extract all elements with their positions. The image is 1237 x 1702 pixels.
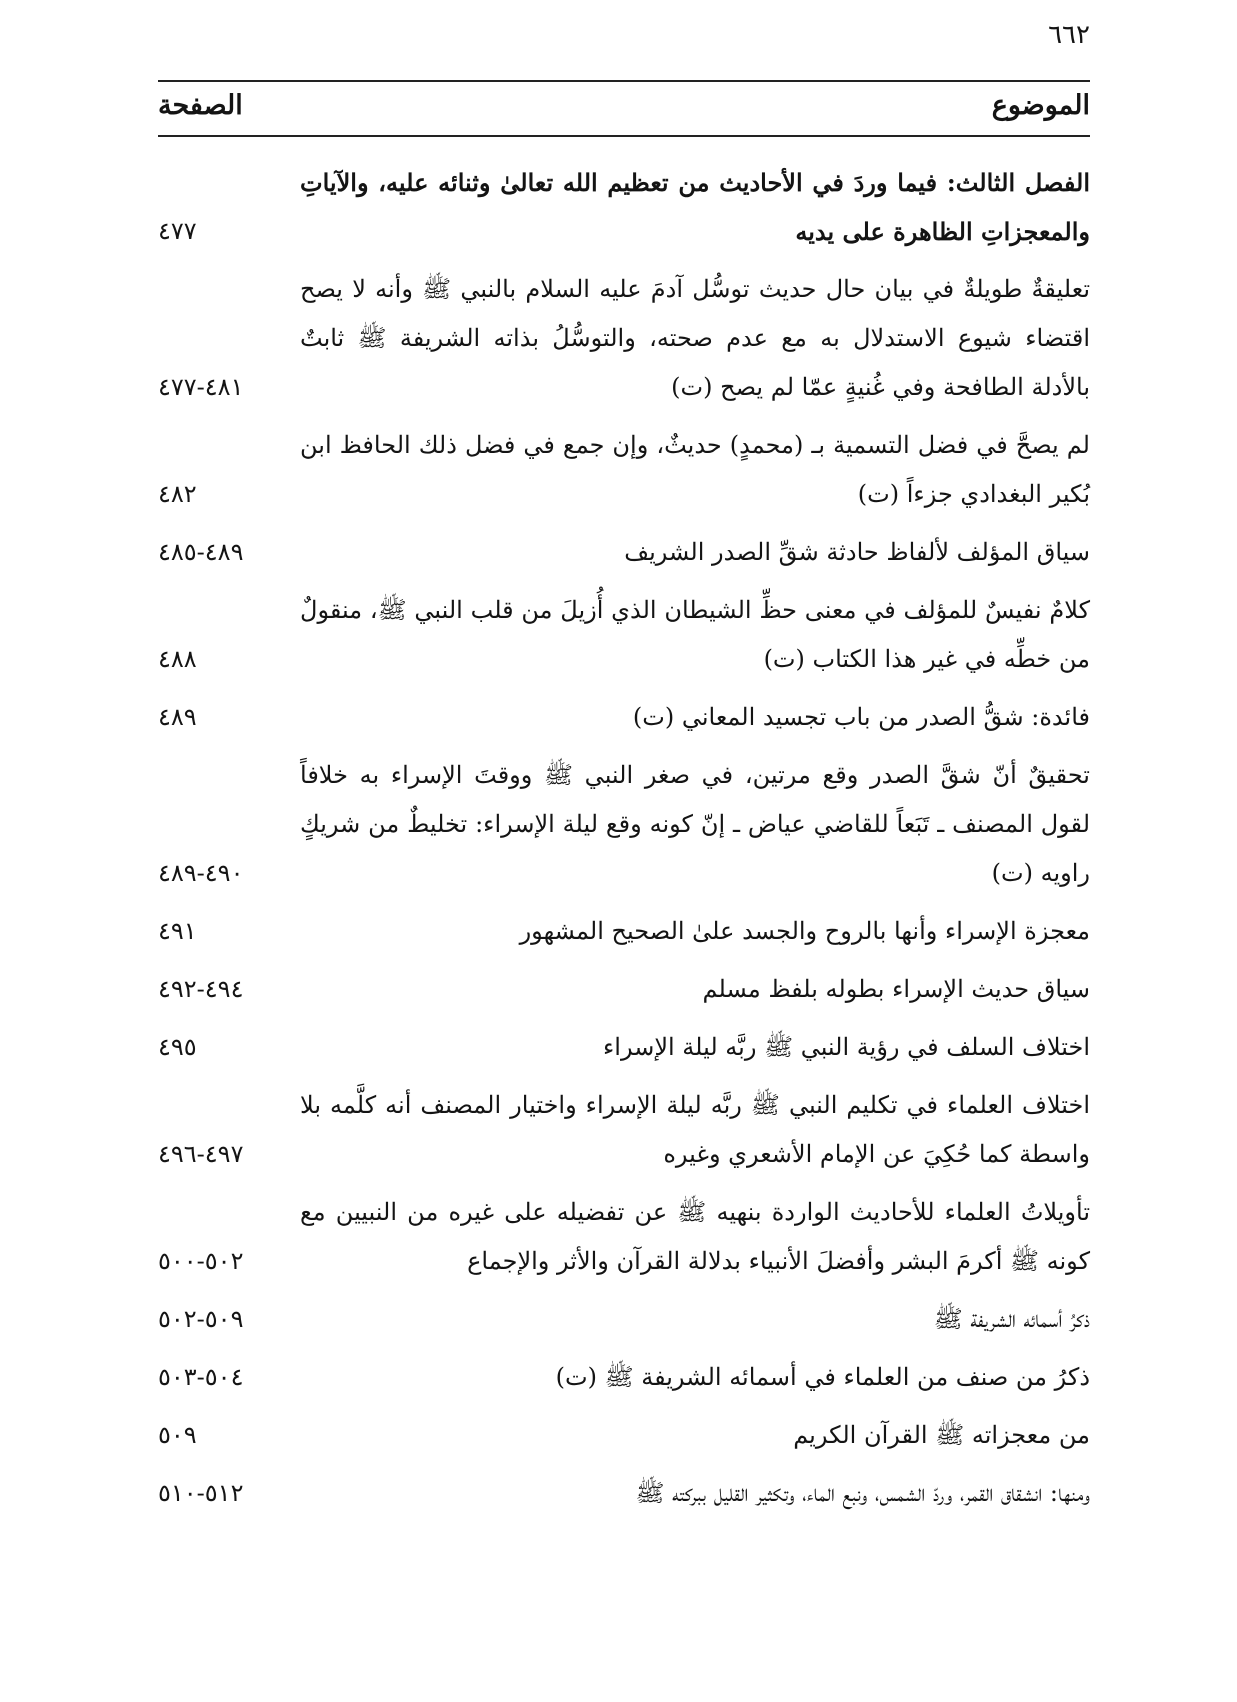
header-top-rule [158, 80, 1090, 82]
toc-entry [158, 528, 1090, 577]
entry-pages: ٤٩٧-٤٩٦ [158, 1140, 244, 1168]
entry-topic: سياق المؤلف لألفاظ حادثة شقِّ الصدر الشريف [624, 538, 1090, 566]
entry-topic: فائدة: شقُّ الصدر من باب تجسيد المعاني (ت) [632, 703, 1090, 731]
entry-pages: ٤٨٩-٤٨٥ [158, 538, 244, 566]
toc-entries [158, 158, 1090, 1527]
entry-pages: ٤٧٧ [158, 217, 197, 245]
toc-entry [158, 751, 1090, 898]
entry-topic: اختلاف العلماء في تكليم النبي ﷺ ربَّه ليلة الإسراء واختيار المصنف أنه كلَّمه بلا واسطة كما حُكِيَ عن الإمام الأشعري وغيره [300, 1091, 1090, 1168]
toc-entry [158, 1469, 1090, 1518]
entry-pages: ٥٠٩ [158, 1421, 197, 1449]
entry-topic: تحقيقٌ أنّ شقَّ الصدر وقع مرتين، في صغر النبي ﷺ ووقتَ الإسراء به خلافاً لقول المصنف ـ تَبَعاً للقاضي عياض ـ إنّ كونه وقع ليلة الإسراء: تخليطٌ من شريكٍ راويه (ت) [300, 761, 1090, 887]
toc-entry [158, 965, 1090, 1014]
toc-entry [158, 586, 1090, 684]
entry-topic: اختلاف السلف في رؤية النبي ﷺ ربَّه ليلة الإسراء [603, 1033, 1090, 1061]
toc-entry [158, 1353, 1090, 1402]
entry-pages: ٤٩٥ [158, 1033, 197, 1061]
entry-pages: ٤٨٩ [158, 703, 197, 731]
entry-topic: سياق حديث الإسراء بطوله بلفظ مسلم [702, 975, 1090, 1003]
entry-pages: ٥٠٤-٥٠٣ [158, 1363, 244, 1391]
entry-pages: ٤٨١-٤٧٧ [158, 373, 244, 401]
toc-entry [158, 1081, 1090, 1179]
page-column-header: الصفحة [158, 90, 243, 121]
entry-topic: ومنها: انشقاق القمر، وردّ الشمس، ونبع الماء، وتكثير القليل ببركته ﷺ [635, 1479, 1090, 1507]
entry-topic: الفصل الثالث: فيما وردَ في الأحاديث من تعظيم الله تعالىٰ وثنائه عليه، والآياتِ والمعجزاتِ الظاهرة على يديه [300, 168, 1090, 246]
table-header [158, 90, 1090, 130]
toc-entry [158, 421, 1090, 519]
entry-pages: ٤٩٤-٤٩٢ [158, 975, 244, 1003]
entry-topic: تأويلاتُ العلماء للأحاديث الواردة بنهيه ﷺ عن تفضيله على غيره من النبيين مع كونه ﷺ أكرمَ البشر وأفضلَ الأنبياء بدلالة القرآن والأثر والإجماع [300, 1198, 1090, 1275]
entry-topic: لم يصحَّ في فضل التسمية بـ (محمدٍ) حديثٌ، وإن جمع في فضل ذلك الحافظ ابن بُكير البغدادي جزءاً (ت) [300, 431, 1090, 508]
entry-pages: ٤٩١ [158, 917, 197, 945]
entry-pages: ٤٩٠-٤٨٩ [158, 859, 244, 887]
entry-topic: ذكرُ من صنف من العلماء في أسمائه الشريفة ﷺ (ت) [555, 1363, 1090, 1391]
topic-column-header: الموضوع [991, 90, 1090, 121]
entry-pages: ٤٨٨ [158, 645, 197, 673]
entry-topic: ذكرُ أسمائه الشريفة ﷺ [933, 1305, 1090, 1333]
toc-entry [158, 1295, 1090, 1344]
entry-pages: ٤٨٢ [158, 480, 197, 508]
header-bottom-rule [158, 135, 1090, 137]
entry-topic: من معجزاته ﷺ القرآن الكريم [793, 1421, 1090, 1449]
toc-entry [158, 907, 1090, 956]
toc-entry [158, 1023, 1090, 1072]
toc-entry [158, 265, 1090, 412]
entry-topic: تعليقةٌ طويلةٌ في بيان حال حديث توسُّل آدمَ عليه السلام بالنبي ﷺ وأنه لا يصح اقتضاء شيوع الاستدلال به مع عدم صحته، والتوسُّلُ بذاته الشريفة ﷺ ثابتٌ بالأدلة الطافحة وفي غُنيةٍ عمّا لم يصح (ت) [300, 275, 1090, 401]
entry-pages: ٥٠٢-٥٠٠ [158, 1247, 244, 1275]
page-number: ٦٦٢ [1048, 20, 1090, 50]
toc-entry [158, 1188, 1090, 1286]
entry-topic: كلامٌ نفيسٌ للمؤلف في معنى حظِّ الشيطان الذي أُزيلَ من قلب النبي ﷺ، منقولٌ من خطِّه في غير هذا الكتاب (ت) [300, 596, 1090, 673]
entry-pages: ٥٠٩-٥٠٢ [158, 1305, 244, 1333]
toc-entry [158, 1411, 1090, 1460]
entry-topic: معجزة الإسراء وأنها بالروح والجسد علىٰ الصحيح المشهور [519, 917, 1090, 945]
toc-entry [158, 158, 1090, 256]
toc-entry [158, 693, 1090, 742]
entry-pages: ٥١٢-٥١٠ [158, 1479, 244, 1507]
